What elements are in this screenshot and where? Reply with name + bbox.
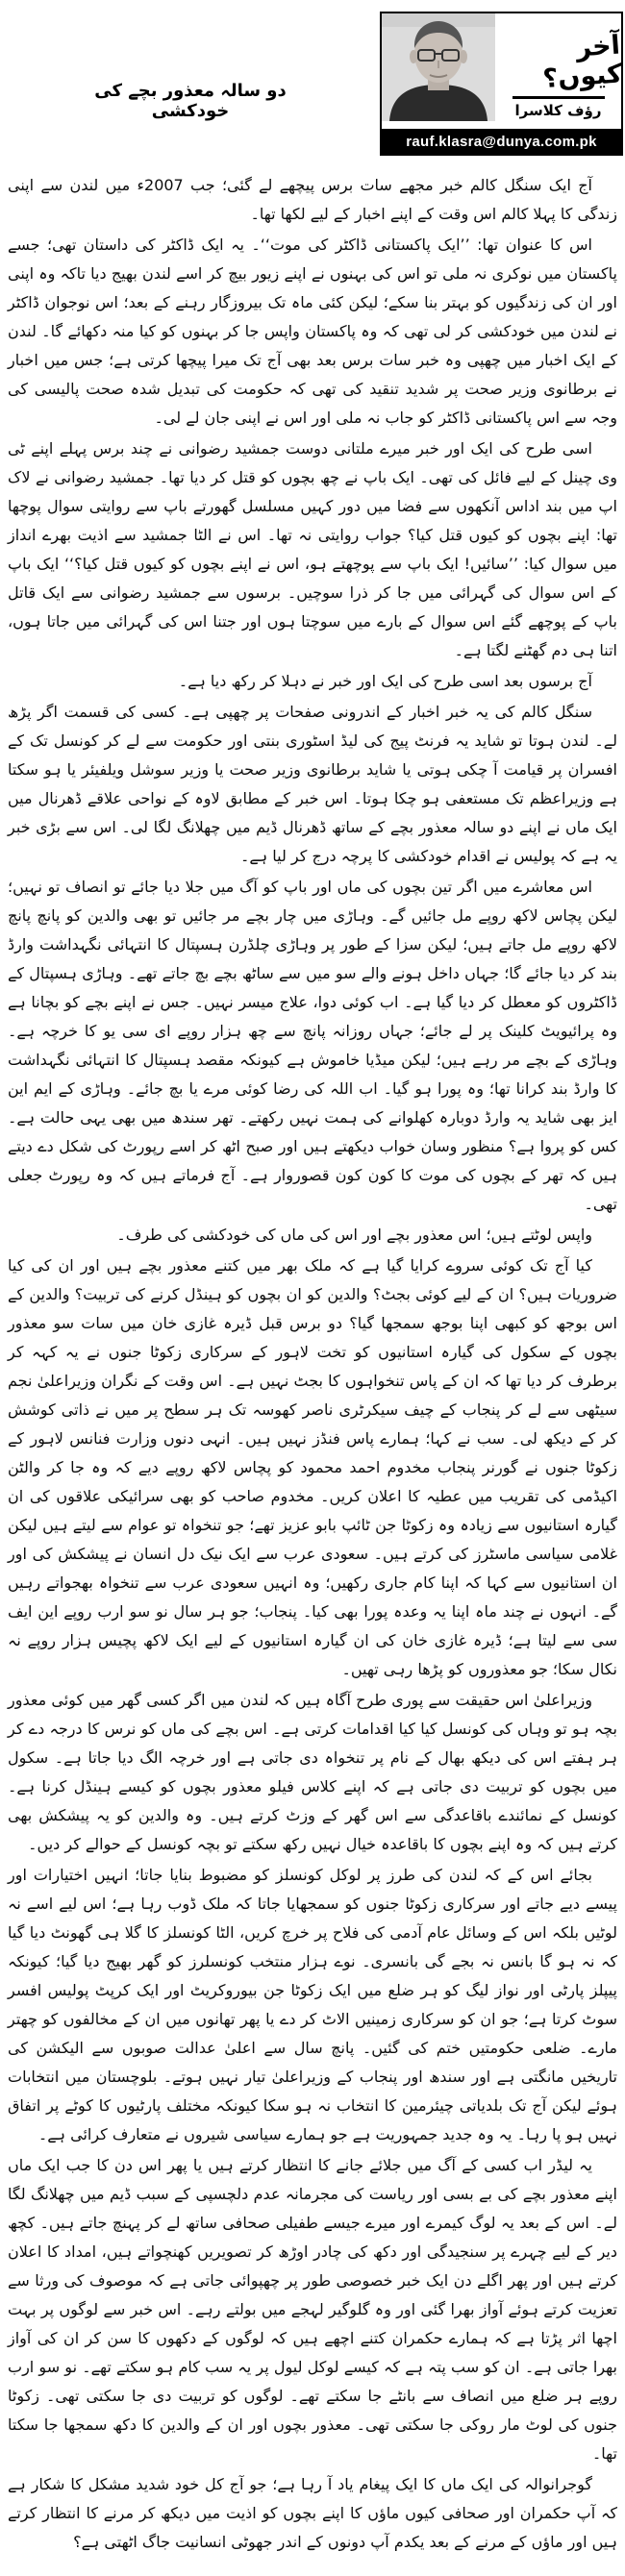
author-photo: [382, 13, 495, 121]
article-paragraph: یہ لیڈر اب کسی کے آگ میں جلائے جانے کا انتظار کرتے ہیں یا پھر اس دن کا جب ایک ماں اپنے معذور بچے کی بے بسی اور ریاست کی مجرمانہ عدم دلچسپی کے سبب ڈیم میں چھلانگ لگا لے۔ اس کے بعد یہ لوگ کیمرے اور میرے جیسے طفیلی صحافی ساتھ لے کر پہنچ جاتے ہیں۔ کچھ دیر کے لیے چہرے پر سنجیدگی اور دکھ کی چادر اوڑھ کر تصویریں کھنچواتے ہیں، امداد کا اعلان کرتے ہیں اور پھر اگلے دن ایک خبر خصوصی طور پر چھپوائی جاتی ہے کہ موصوف کی ورثا سے تعزیت کرتے ہوئے آواز بھرا گئی اور وہ گلوگیر لہجے میں بولتے رہے۔ اس خبر سے لوگوں پر بہت اچھا اثر پڑتا ہے کہ ہمارے حکمران کتنے اچھے ہیں کہ لوگوں کے دکھوں کا سن کر ان کی آواز بھرا جاتی ہے۔ ان کو سب پتہ ہے کہ کیسے لوکل لیول پر یہ سب کام ہو سکتے تھے۔ نو سو ارب روپے ہر ضلع میں انصاف سے بانٹے جا سکتے تھے۔ لوگوں کو تربیت دی جا سکتی تھی۔ زکوٹا جنوں کی لوٹ مار روکی جا سکتی تھی۔ معذور بچوں اور ان کے والدین کا دکھ سمجھا جا سکتا تھا۔: [8, 2156, 618, 2463]
article-paragraph: اس کا عنوان تھا: ’’ایک پاکستانی ڈاکٹر کی موت‘‘۔ یہ ایک ڈاکٹر کی داستان تھی؛ جسے پاکستان میں نوکری نہ ملی تو اس کی بہنوں نے اپنے زیور بیچ کر اسے لندن بھیج دیا تاکہ وہ اپنی اور ان کی زندگیوں کو بہتر بنا سکے؛ لیکن کئی ماہ تک بیروزگار رہنے کے بعد؛ اس نوجوان ڈاکٹر نے لندن میں خودکشی کر لی تھی کہ وہ پاکستان واپس جا کر بہنوں کو کیا منہ دکھائے گا۔ لندن کے ایک اخبار میں چھپی وہ خبر سات برس بعد بھی آج تک میرا پیچھا کرتی ہے؛ جس میں اخبار نے برطانوی وزیر صحت پر شدید تنقید کی تھی کہ حکومت کی تبدیل شدہ صحت پالیسی کی وجہ سے اس پاکستانی ڈاکٹر کو جاب نہ ملی اور اس نے اپنی جان لے لی۔: [8, 235, 617, 427]
author-name: رؤف کلاسرا: [514, 102, 602, 119]
article-headline: دو سالہ معذور بچے کی خودکشی: [94, 81, 287, 121]
portrait-icon: [382, 13, 495, 121]
article-paragraph: گوجرانوالہ کی ایک ماں کا ایک پیغام یاد آ رہا ہے؛ جو آج کل خود شدید مشکل کا شکار ہے کہ آپ حکمران اور صحافی کیوں ماؤں کا اپنے بچوں کو اذیت میں دیکھ کر مرنے کا انتظار کرتے ہیں اور ماؤں کے مرنے کے بعد یکدم آپ دونوں کے اندر جھوٹی انسانیت جاگ اٹھتی ہے؟: [8, 2475, 617, 2551]
masthead: [0, 0, 625, 165]
article-paragraph: واپس لوٹتے ہیں؛ اس معذور بچے اور اس کی ماں کی خودکشی کی طرف۔: [116, 1226, 592, 1244]
author-email: rauf.klasra@dunya.com.pk: [382, 129, 621, 154]
article-paragraph: سنگل کالم کی یہ خبر اخبار کے اندرونی صفحات پر چھپی ہے۔ کسی کی قسمت اگر پڑھ لے۔ لندن ہوتا تو شاید یہ فرنٹ پیج کی لیڈ اسٹوری بنتی اور حکومت سے لے کر کونسل تک کے افسران پر قیامت آ چکی ہوتی یا شاید برطانوی وزیر صحت یا وزیر سوشل ویلفیئر یا ہو سکتا ہے وزیراعظم تک مستعفی ہو چکا ہوتا۔ اس خبر کے مطابق لاوہ کے نواحی علاقے ڈھرنال میں ایک ماں نے اپنے دو سالہ معذور بچے کے ساتھ ڈھرنال ڈیم میں چھلانگ لگا لی۔ اس سے بڑی خبر یہ ہے کہ پولیس نے اقدام خودکشی کا پرچہ درج کر لیا ہے۔: [8, 703, 617, 865]
article-paragraph: آج برسوں بعد اسی طرح کی ایک اور خبر نے دہلا کر رکھ دیا ہے۔: [178, 672, 592, 690]
article-paragraph: بجائے اس کے کہ لندن کی طرز پر لوکل کونسلز کو مضبوط بنایا جاتا؛ انہیں اختیارات اور پیسے دیے جاتے اور سرکاری زکوٹا جنوں کو سمجھایا جاتا کہ ملک ڈوب رہا ہے؛ اس لیے اسے نہ لوٹیں بلکہ اس کے وسائل عام آدمی کی فلاح پر خرچ کریں، الٹا کونسلز کا گلا ہی گھونٹ دیا گیا کہ نہ ہو گا بانس نہ بجے گی بانسری۔ نوے ہزار منتخب کونسلرز کو گھر بھیج دیا گیا؛ کیونکہ پیپلز پارٹی اور نواز لیگ کو ہر ضلع میں ایک زکوٹا جن بیوروکریٹ اور ایک کرپٹ پولیس افسر سوٹ کرتا ہے؛ جو ان کو سرکاری زمینیں الاٹ کر دے یا پھر تھانوں میں ان کے مخالفوں کو چھتر مارے۔ ضلعی حکومتیں ختم کی گئیں۔ پانچ سال سے اعلیٰ عدالت صوبوں سے الیکشن کی تاریخیں مانگتی ہے اور سندھ اور پنجاب کے وزیراعلیٰ تیار نہیں ہوتے۔ بلوچستان میں انتخابات ہوئے لیکن آج تک بلدیاتی چیئرمین کا انتخاب نہ ہو سکا کیونکہ مختلف پارٹیوں کا کوٹے پر اتفاق نہیں ہو پا رہا۔ یہ وہ جدید جمہوریت ہے جو ہمارے سیاسی شیروں نے متعارف کرائی ہے۔: [8, 1866, 617, 2143]
column-title-block: [495, 13, 621, 121]
article-paragraph: اسی طرح کی ایک اور خبر میرے ملتانی دوست جمشید رضوانی نے چند برس پہلے اپنے ٹی وی چینل کے لیے فائل کی تھی۔ ایک باپ نے چھ بچوں کو قتل کر دیا تھا۔ جمشید رضوانی نے لاک اپ میں بند اداس آنکھوں سے فضا میں دور کہیں مسلسل گھورتے باپ سے روایتی سوال پوچھا تھا: اپنے بچوں کو کیوں قتل کیا؟ جواب روایتی نہ تھا۔ اس نے الٹا جمشید سے اذیت بھرے انداز میں سوال کیا: ’’سائیں! ایک باپ سے پوچھتے ہو، اس نے اپنے بچوں کو کیوں قتل کیا؟‘‘ ایک باپ کے اس سوال کی گہرائی میں جا کر ذرا سوچیں۔ برسوں سے جمشید رضوانی سے ایک قاتل باپ کے پوچھے گئے اس سوال کے بارے میں سوچتا ہوں اور جتنا اس کی گہرائی میں جاتا ہوں، اتنا ہی دم گھٹنے لگتا ہے۔: [8, 439, 617, 659]
article-paragraph: وزیراعلیٰ اس حقیقت سے پوری طرح آگاہ ہیں کہ لندن میں اگر کسی گھر میں کوئی معذور بچہ ہو تو وہاں کی کونسل کیا کیا اقدامات کرتی ہے۔ اس بچے کی ماں کو نرس کا درجہ دے کر ہر ہفتے اس کی دیکھ بھال کے نام پر تنخواہ دی جاتی ہے اور خرچہ الگ دیا جاتا ہے۔ سکول میں بچوں کو تربیت دی جاتی ہے کہ اپنے کلاس فیلو معذور بچوں کو کیسے ہینڈل کرنا ہے۔ کونسل کے نمائندے باقاعدگی سے اس گھر کے وزٹ کرتے ہیں۔ وہ والدین کو یہ پیشکش بھی کرتے ہیں کہ وہ اپنے بچوں کا باقاعدہ خیال نہیں رکھ سکتے تو بچہ کونسل کے حوالے کر دیں۔: [8, 1691, 617, 1853]
column-title: آخر کیوں؟: [541, 30, 623, 94]
author-box-inner: [382, 13, 621, 121]
article-paragraph: آج ایک سنگل کالم خبر مجھے سات برس پیچھے لے گئی؛ جب 2007ء میں لندن سے اپنی زندگی کا پہلا کالم اس وقت کے اپنے اخبار کے لیے لکھا تھا۔: [8, 176, 617, 223]
article-paragraph: اس معاشرے میں اگر تین بچوں کی ماں اور باپ کو آگ میں جلا دیا جائے تو انصاف تو نہیں؛ لیکن پچاس لاکھ روپے مل جائیں گے۔ وہاڑی میں چار بچے مر جائیں تو بھی والدین کو پانچ پانچ لاکھ روپے مل جاتے ہیں؛ لیکن سزا کے طور پر وہاڑی چلڈرن ہسپتال کا انتہائی نگہداشت وارڈ بند کر دیا جائے گا؛ جہاں داخل ہونے والے سو میں سے ساٹھ بچے بچ جاتے تھے۔ وہاڑی ہسپتال کے ڈاکٹروں کو معطل کر دیا گیا ہے۔ اب کوئی دوا، علاج میسر نہیں۔ جس نے اپنے بچے کو بچانا ہے وہ پرائیویٹ کلینک پر لے جائے؛ جہاں روزانہ پانچ سے چھ ہزار روپے ای سی یو کا خرچہ ہے۔ وہاڑی کے بچے مر رہے ہیں؛ لیکن میڈیا خاموش ہے کیونکہ مقصد ہسپتال کا انتہائی نگہداشت کا وارڈ بند کرانا تھا؛ وہ پورا ہو گیا۔ اب اللہ کی رضا کوئی مرے یا بچ جائے۔ وہاڑی کے ایم این ایز بھی شاید یہ وارڈ دوبارہ کھلوانے کی ہمت نہیں رکھتے۔ تھر سندھ میں بھی یہی حالت ہے۔ کس کو پروا ہے؟ منظور وسان خواب دیکھتے ہیں اور صبح اٹھ کر اسے رپورٹ کی شکل دے دیتے ہیں کہ تھر کے بچوں کی موت کا کون کون قصوروار ہے۔ آج فرماتے ہیں کہ وہ رپورٹ جعلی تھی۔: [8, 878, 617, 1213]
article-body: [0, 165, 625, 2576]
title-underline: [512, 96, 605, 99]
author-box: [380, 12, 623, 156]
article-paragraph: کیا آج تک کوئی سروے کرایا گیا ہے کہ ملک بھر میں کتنے معذور بچے ہیں اور ان کی کیا ضروریات ہیں؟ ان کے لیے کوئی بجٹ؟ والدین کو ان بچوں کو ہینڈل کرنے کی تربیت؟ والدین کے اس بوجھ کو کبھی اپنا بوجھ سمجھا گیا؟ دو برس قبل ڈیرہ غازی خان میں سات سو معذور بچوں کے سکول کی گیارہ استانیوں کو تخت لاہور کے سرکاری زکوٹا جنوں نے یہ کہہ کر برطرف کر دیا تھا کہ ان کے پاس تنخواہوں کا بجٹ نہیں ہے۔ اس وقت کے نگران وزیراعلیٰ نجم سیٹھی سے لے کر پنجاب کے چیف سیکرٹری ناصر کھوسہ تک ہر سطح پر میں نے ذاتی کوشش کر کے دیکھ لی۔ سب نے کہا؛ ہمارے پاس فنڈز نہیں ہیں۔ انہی دنوں وزارت فنانس لاہور کے زکوٹا جنوں نے گورنر پنجاب مخدوم احمد محمود کو پچاس لاکھ روپے دیے کہ وہ جا کر والٹن اکیڈمی کی تقریب میں عطیہ کا اعلان کریں۔ مخدوم صاحب کو بھی سرائیکی علاقوں کی ان گیارہ استانیوں سے زیادہ وہ زکوٹا جن ٹائپ بابو عزیز تھے؛ جو تنخواہ تو عوام سے لیتے ہیں لیکن غلامی سیاسی ماسٹرز کی کرتے ہیں۔ سعودی عرب سے ایک نیک دل انسان نے پیشکش کی اور ان استانیوں سے کہا کہ اپنا کام جاری رکھیں؛ وہ انہیں سعودی عرب سے تنخواہ بھجواتے رہیں گے۔ انہوں نے چند ماہ اپنا یہ وعدہ پورا بھی کیا۔ پنجاب؛ جو ہر سال نو سو ارب روپے این ایف سی سے لیتا ہے؛ ڈیرہ غازی خان کی ان گیارہ استانیوں کے لیے ایک لاکھ پچیس ہزار روپے نہ نکال سکا؛ جو معذوروں کو پڑھا رہی تھیں۔: [8, 1256, 618, 1678]
